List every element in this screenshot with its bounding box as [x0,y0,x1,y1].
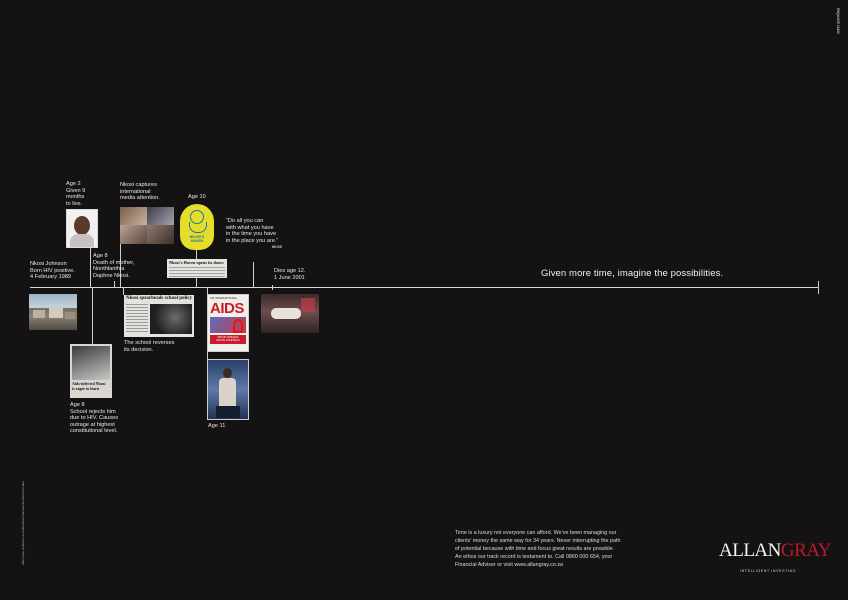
clipping-nkosi-school [70,344,112,398]
tagline: Given more time, imagine the possibilities. [541,268,724,279]
quote-author: NKOSI [272,245,283,249]
corner-code: ENQUARE 13490 [836,8,840,34]
logo-allan: ALLAN [719,540,781,561]
photo-funeral [261,294,319,333]
event-age8-school: Age 8 School rejects him due to HIV. Causes outrage at highest constitutional level. [70,402,118,435]
event-media: Nkosi captures international media attention. [120,182,160,202]
clipping-nkosi-school-headline: Aids-infected Nkosi is eager to learn [72,381,106,391]
clipping-haven-headline: Nkosi's Haven opens its doors [169,260,224,265]
event-school-reverses: The school reverses its decision. [124,340,175,353]
nkosi-quote: “Do all you can with what you have in the time you have in the place you are.” [226,218,279,244]
poster-aids-conference [207,294,249,352]
tick-school-policy [123,287,124,295]
event-birth: Nkosi Johnson Born HIV positive. 4 February 1989 [30,261,75,281]
tick-death [272,285,273,290]
timeline-end-tick [818,281,819,294]
tick-age2 [90,246,91,288]
logo-nkosis-haven [180,204,214,250]
red-ribbon-icon [233,319,243,333]
photo-nkosi-speech [207,359,249,420]
event-death: Dies age 12. 1 June 2001 [274,268,306,281]
logo-nkosis-haven-text: NKOSI'S HAVEN [189,235,205,243]
tick-age8-school [92,287,93,345]
logo-gray: GRAY [780,540,831,561]
clipping-school-policy-headline: Nkosi spearheads school policy [126,296,192,301]
event-age2: Age 2 Given 9 months to live. [66,181,86,207]
poster-aids-bottom: NKOSI SPEAKS NKOSI JOHNSON [210,335,246,344]
photo-nkosi-child [66,209,98,248]
allan-gray-logo [719,540,831,562]
event-age10: Age 10 [188,194,206,200]
timeline-axis [30,287,819,288]
clipping-haven [167,259,227,278]
legal-side-note: Allan Gray Limited is an authorised Financial Services Provider. [21,480,25,565]
body-copy: Time is a luxury not everyone can afford. We’ve been managing our clients’ money the same way for 34 years. Never interrupting the path of potential because with time and focus great results are possible. An ethos our track record is testament to. Call 0860 000 654, your Financial Adviser or visit www.allangray.co.za [455,530,621,568]
tick-quote [253,262,254,288]
photo-township [29,294,77,330]
clipping-school-policy [124,295,194,337]
photo-media-collage [120,207,174,244]
logo-subtitle: INTELLIGENT INVESTING [740,569,797,573]
event-age11: Age 11 [208,423,226,429]
event-age8-mother: Age 8 Death of mother, Nonthlanthla Daphne Nkosi. [93,253,135,279]
tick-age8-mother [114,281,115,288]
poster-aids-banner: AIDS [210,300,244,317]
poster-aids-top: XIII INTERNATIONAL [210,296,238,300]
